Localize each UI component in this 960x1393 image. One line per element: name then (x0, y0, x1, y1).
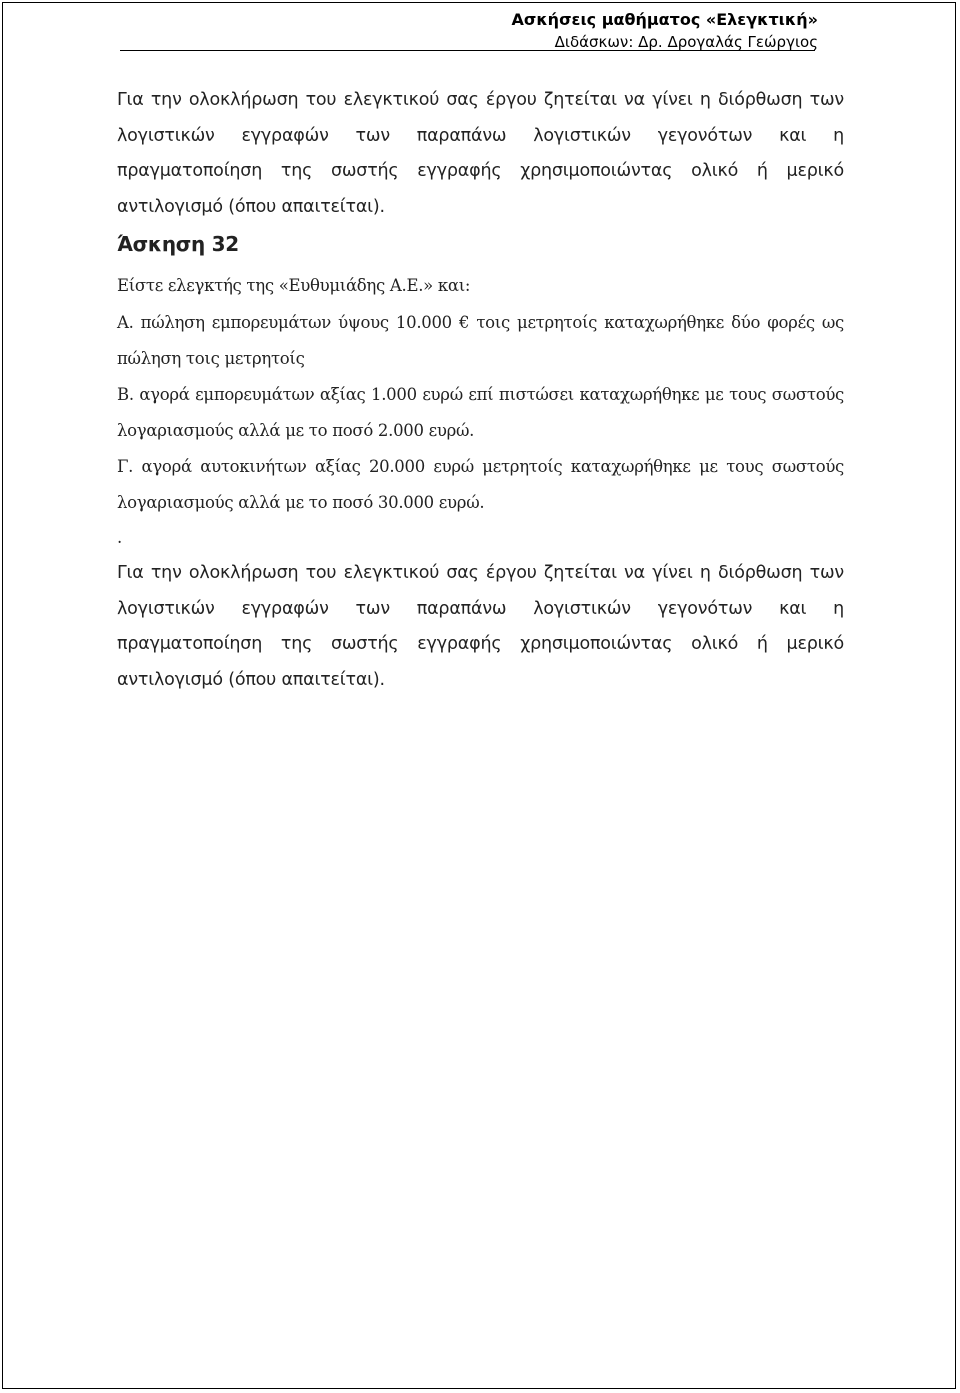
course-title: Ασκήσεις μαθήματος «Ελεγκτική» (511, 10, 818, 29)
exercise-intro: Είστε ελεγκτής της «Ευθυμιάδης Α.Ε.» και: (117, 276, 471, 295)
exercise-item-b: Β. αγορά εμπορευμάτων αξίας 1.000 ευρώ επί πιστώσει καταχωρήθηκε με τους σωστούς λογαριασμούς αλλά με το ποσό 2.000 ευρώ. (117, 385, 844, 440)
separator-dot: . (117, 528, 122, 547)
exercise-item-a: Α. πώληση εμπορευμάτων ύψους 10.000 € τοις μετρητοίς καταχωρήθηκε δύο φορές ως πώληση τοις μετρητοίς (117, 313, 844, 368)
intro-paragraph: Για την ολοκλήρωση του ελεγκτικού σας έργου ζητείται να γίνει η διόρθωση των λογιστικών εγγραφών των παραπάνω λογιστικών γεγονότων και η πραγματοποίηση της σωστής εγγραφής χρησιμοποιώντας ολικό ή μερικό αντιλογισμό (όπου απαιτείται). (117, 90, 844, 217)
exercise-item-c: Γ. αγορά αυτοκινήτων αξίας 20.000 ευρώ μετρητοίς καταχωρήθηκε με τους σωστούς λογαριασμούς αλλά με το ποσό 30.000 ευρώ. (117, 457, 844, 512)
page-header (511, 9, 818, 53)
closing-paragraph: Για την ολοκλήρωση του ελεγκτικού σας έργου ζητείται να γίνει η διόρθωση των λογιστικών εγγραφών των παραπάνω λογιστικών γεγονότων και η πραγματοποίηση της σωστής εγγραφής χρησιμοποιώντας ολικό ή μερικό αντιλογισμό (όπου απαιτείται). (117, 563, 844, 690)
exercise-title: Άσκηση 32 (117, 232, 239, 256)
instructor-name: Διδάσκων: Δρ. Δρογαλάς Γεώργιος (554, 33, 818, 51)
header-divider (120, 50, 815, 51)
